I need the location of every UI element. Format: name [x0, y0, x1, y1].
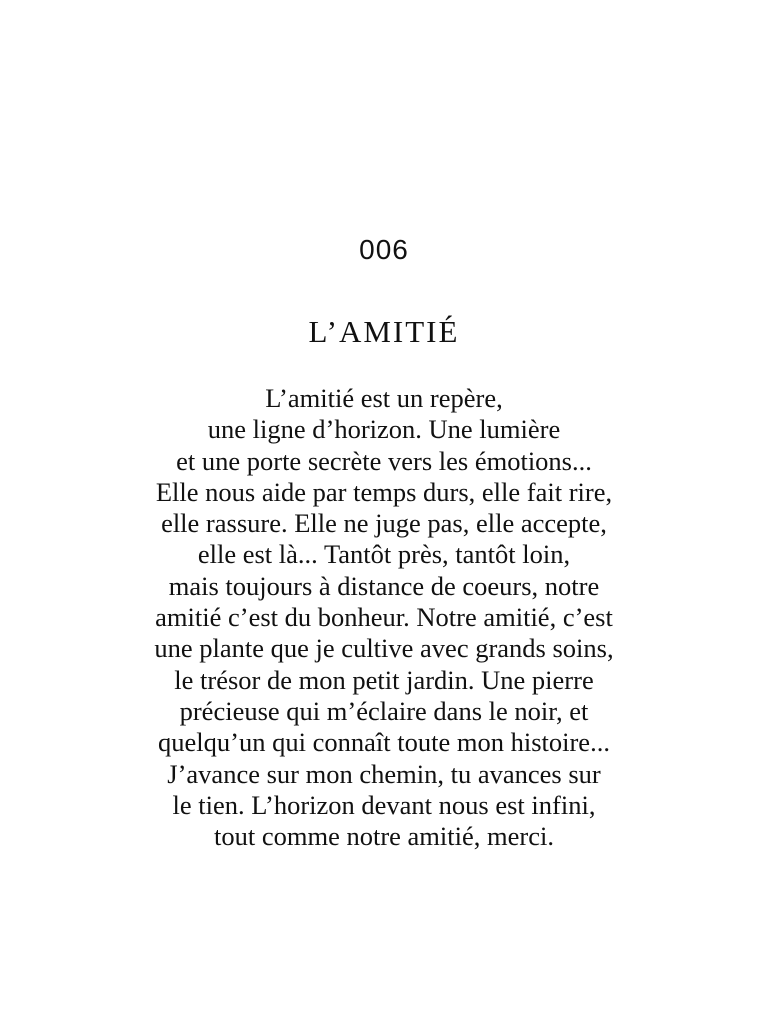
- poem-line: le trésor de mon petit jardin. Une pierre: [174, 664, 594, 695]
- poem-line: tout comme notre amitié, merci.: [214, 821, 554, 852]
- poem-line: Elle nous aide par temps durs, elle fait rire,: [155, 476, 613, 507]
- poem-line: le tien. L’horizon devant nous est infini,: [172, 789, 596, 820]
- poem-line: elle rassure. Elle ne juge pas, elle accepte,: [161, 508, 607, 539]
- poem-line: une plante que je cultive avec grands soins,: [154, 633, 614, 664]
- poem-body: [60, 383, 708, 852]
- poem-line: une ligne d’horizon. Une lumière: [207, 414, 561, 445]
- poem-line: amitié c’est du bonheur. Notre amitié, c’est: [155, 602, 613, 633]
- page-number: 006: [359, 234, 409, 265]
- poem-line: quelqu’un qui connaît toute mon histoire...: [158, 727, 610, 758]
- poem-line: mais toujours à distance de coeurs, notre: [168, 570, 600, 601]
- poem-line: précieuse qui m’éclaire dans le noir, et: [179, 695, 589, 726]
- poem-line: J’avance sur mon chemin, tu avances sur: [167, 758, 601, 789]
- poem-line: elle est là... Tantôt près, tantôt loin,: [197, 539, 571, 570]
- poem-line: et une porte secrète vers les émotions...: [176, 445, 592, 476]
- poem-line: L’amitié est un repère,: [265, 383, 503, 413]
- poem-title: L’AMITIÉ: [308, 314, 460, 349]
